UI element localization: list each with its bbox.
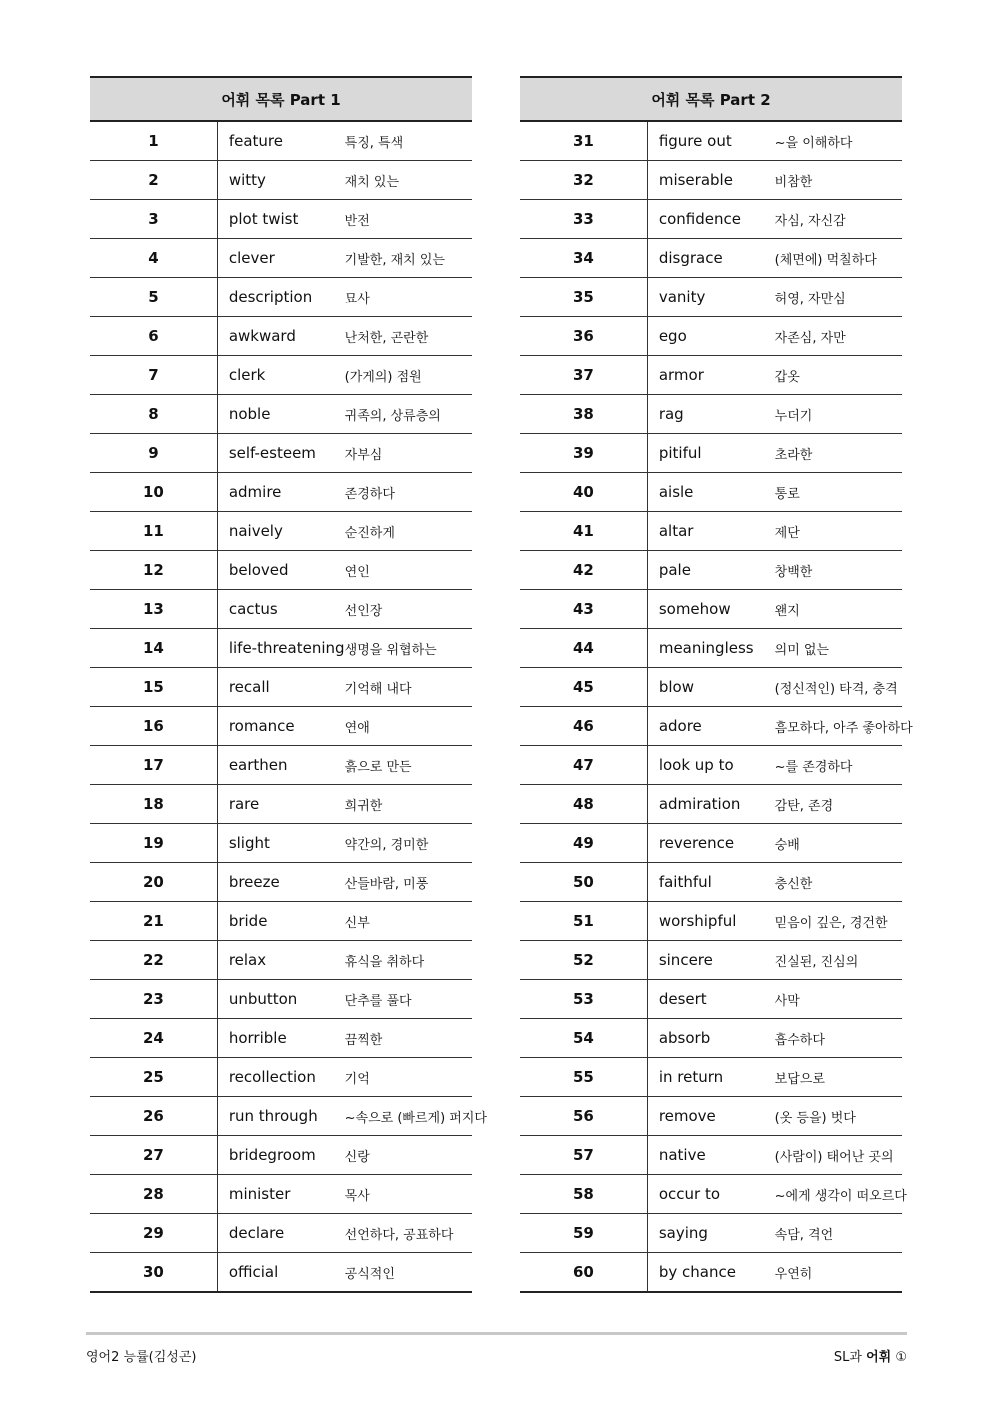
footer-lesson-prefix: SL과 (833, 1350, 862, 1365)
vocab-meaning: 창백한 (775, 551, 902, 590)
vocab-row (90, 590, 472, 629)
vocab-number: 29 (90, 1214, 217, 1253)
vocab-number: 55 (520, 1058, 647, 1097)
vocab-meaning: 왠지 (775, 590, 902, 629)
vocab-word: earthen (217, 746, 344, 785)
vocab-meaning: 속담, 격언 (775, 1214, 902, 1253)
vocab-meaning: ~에게 생각이 떠오르다 (775, 1175, 902, 1214)
vocab-meaning: 묘사 (345, 278, 472, 317)
vocab-row (520, 1097, 902, 1136)
vocab-row (90, 668, 472, 707)
vocab-row (520, 863, 902, 902)
vocab-number: 32 (520, 161, 647, 200)
vocab-word: desert (647, 980, 774, 1019)
vocab-number: 48 (520, 785, 647, 824)
footer-lesson-number: ① (895, 1350, 907, 1365)
vocab-meaning: 비참한 (775, 161, 902, 200)
vocab-number: 39 (520, 434, 647, 473)
vocab-word: look up to (647, 746, 774, 785)
vocab-row (90, 278, 472, 317)
vocab-row (520, 121, 902, 161)
vocab-row (90, 824, 472, 863)
vocab-number: 28 (90, 1175, 217, 1214)
vocab-meaning: 공식적인 (345, 1253, 472, 1293)
vocab-row (520, 1058, 902, 1097)
vocab-meaning: 약간의, 경미한 (345, 824, 472, 863)
vocab-number: 26 (90, 1097, 217, 1136)
vocab-row (520, 239, 902, 278)
vocab-word: bride (217, 902, 344, 941)
vocab-word: figure out (647, 121, 774, 161)
vocab-row (520, 668, 902, 707)
vocab-row (520, 1214, 902, 1253)
vocab-number: 33 (520, 200, 647, 239)
vocab-row (520, 629, 902, 668)
vocab-word: naively (217, 512, 344, 551)
vocab-meaning: 흡수하다 (775, 1019, 902, 1058)
vocab-number: 24 (90, 1019, 217, 1058)
vocab-word: rag (647, 395, 774, 434)
vocab-word: rare (217, 785, 344, 824)
vocab-number: 6 (90, 317, 217, 356)
vocab-meaning: 연애 (345, 707, 472, 746)
vocab-row (90, 121, 472, 161)
vocab-meaning: (가게의) 점원 (345, 356, 472, 395)
vocab-number: 30 (90, 1253, 217, 1293)
vocab-row (90, 1253, 472, 1293)
vocab-meaning: 진실된, 진심의 (775, 941, 902, 980)
vocab-row (520, 200, 902, 239)
vocab-word: adore (647, 707, 774, 746)
vocab-meaning: 생명을 위협하는 (345, 629, 472, 668)
vocab-word: relax (217, 941, 344, 980)
vocab-number: 57 (520, 1136, 647, 1175)
vocab-number: 21 (90, 902, 217, 941)
vocab-row (90, 1136, 472, 1175)
vocab-row (90, 941, 472, 980)
vocab-number: 23 (90, 980, 217, 1019)
vocab-word: clerk (217, 356, 344, 395)
vocab-number: 58 (520, 1175, 647, 1214)
vocab-meaning: 제단 (775, 512, 902, 551)
vocab-number: 37 (520, 356, 647, 395)
vocab-meaning: 충신한 (775, 863, 902, 902)
vocab-number: 3 (90, 200, 217, 239)
vocab-word: horrible (217, 1019, 344, 1058)
vocab-row (520, 1019, 902, 1058)
vocab-meaning: 자존심, 자만 (775, 317, 902, 356)
vocab-word: remove (647, 1097, 774, 1136)
vocab-row (520, 161, 902, 200)
vocab-meaning: 감탄, 존경 (775, 785, 902, 824)
vocab-row (520, 1175, 902, 1214)
vocab-number: 5 (90, 278, 217, 317)
vocab-number: 43 (520, 590, 647, 629)
vocab-meaning: 단추를 풀다 (345, 980, 472, 1019)
vocab-word: native (647, 1136, 774, 1175)
vocab-row (90, 1175, 472, 1214)
vocab-meaning: 난처한, 곤란한 (345, 317, 472, 356)
vocab-meaning: (사람이) 태어난 곳의 (775, 1136, 902, 1175)
vocab-meaning: 흠모하다, 아주 좋아하다 (775, 707, 902, 746)
vocab-row (520, 590, 902, 629)
vocab-row (520, 1253, 902, 1293)
vocab-word: sincere (647, 941, 774, 980)
vocab-number: 7 (90, 356, 217, 395)
vocab-number: 19 (90, 824, 217, 863)
vocab-row (520, 941, 902, 980)
vocab-word: altar (647, 512, 774, 551)
vocab-word: blow (647, 668, 774, 707)
footer-lesson-label (834, 1346, 907, 1365)
vocab-word: vanity (647, 278, 774, 317)
vocab-number: 18 (90, 785, 217, 824)
vocab-meaning: 특징, 특색 (345, 121, 472, 161)
vocab-word: bridegroom (217, 1136, 344, 1175)
vocab-word: declare (217, 1214, 344, 1253)
vocab-number: 47 (520, 746, 647, 785)
vocab-word: recall (217, 668, 344, 707)
vocab-meaning: 숭배 (775, 824, 902, 863)
vocab-table-part1 (90, 76, 487, 1293)
vocab-meaning: 믿음이 깊은, 경건한 (775, 902, 902, 941)
vocab-number: 46 (520, 707, 647, 746)
vocab-word: somehow (647, 590, 774, 629)
vocab-meaning: (체면에) 먹칠하다 (775, 239, 902, 278)
vocab-rows-part1 (90, 121, 487, 1292)
vocab-meaning: 자부심 (345, 434, 472, 473)
vocab-word: pale (647, 551, 774, 590)
vocab-word: unbutton (217, 980, 344, 1019)
vocab-row (90, 1214, 472, 1253)
vocab-meaning: 신랑 (345, 1136, 472, 1175)
vocab-number: 41 (520, 512, 647, 551)
vocab-row (90, 1058, 472, 1097)
vocab-number: 12 (90, 551, 217, 590)
vocab-number: 17 (90, 746, 217, 785)
vocab-row (520, 902, 902, 941)
vocab-row (520, 395, 902, 434)
table-title-part2: 어휘 목록 Part 2 (520, 77, 902, 121)
vocab-row (520, 746, 902, 785)
vocab-word: saying (647, 1214, 774, 1253)
vocab-row (520, 785, 902, 824)
vocab-meaning: 선인장 (345, 590, 472, 629)
vocab-meaning: 초라한 (775, 434, 902, 473)
vocab-number: 52 (520, 941, 647, 980)
vocab-number: 25 (90, 1058, 217, 1097)
vocab-number: 8 (90, 395, 217, 434)
vocab-word: official (217, 1253, 344, 1293)
vocab-row (90, 200, 472, 239)
vocab-word: miserable (647, 161, 774, 200)
vocab-word: meaningless (647, 629, 774, 668)
vocab-number: 59 (520, 1214, 647, 1253)
vocab-number: 11 (90, 512, 217, 551)
vocab-row (90, 863, 472, 902)
vocab-meaning: 기억해 내다 (345, 668, 472, 707)
vocab-number: 51 (520, 902, 647, 941)
vocab-row (520, 1136, 902, 1175)
vocab-word: occur to (647, 1175, 774, 1214)
vocab-row (520, 980, 902, 1019)
vocab-row (520, 512, 902, 551)
vocab-meaning: 선언하다, 공표하다 (345, 1214, 472, 1253)
vocab-row (90, 239, 472, 278)
vocab-word: ego (647, 317, 774, 356)
vocab-number: 34 (520, 239, 647, 278)
vocab-word: self-esteem (217, 434, 344, 473)
vocab-meaning: 통로 (775, 473, 902, 512)
vocab-word: slight (217, 824, 344, 863)
vocab-number: 36 (520, 317, 647, 356)
vocab-meaning: 자심, 자신감 (775, 200, 902, 239)
vocab-word: noble (217, 395, 344, 434)
vocab-number: 53 (520, 980, 647, 1019)
vocab-row (520, 356, 902, 395)
vocab-meaning: 순진하게 (345, 512, 472, 551)
vocab-word: by chance (647, 1253, 774, 1293)
vocab-row (90, 161, 472, 200)
vocab-number: 49 (520, 824, 647, 863)
vocab-number: 60 (520, 1253, 647, 1293)
vocab-word: confidence (647, 200, 774, 239)
vocab-row (520, 278, 902, 317)
vocab-row (520, 551, 902, 590)
vocab-meaning: (정신적인) 타격, 충격 (775, 668, 902, 707)
vocab-row (90, 512, 472, 551)
vocab-row (90, 980, 472, 1019)
vocab-word: feature (217, 121, 344, 161)
vocab-meaning: 갑옷 (775, 356, 902, 395)
vocab-number: 56 (520, 1097, 647, 1136)
vocab-word: admiration (647, 785, 774, 824)
vocab-meaning: 사막 (775, 980, 902, 1019)
vocab-row (520, 317, 902, 356)
vocab-meaning: 흙으로 만든 (345, 746, 472, 785)
vocab-number: 45 (520, 668, 647, 707)
vocab-number: 9 (90, 434, 217, 473)
vocab-word: in return (647, 1058, 774, 1097)
vocab-row (90, 1097, 472, 1136)
vocab-row (90, 1019, 472, 1058)
vocab-meaning: 연인 (345, 551, 472, 590)
vocab-meaning: 기억 (345, 1058, 472, 1097)
footer-divider (86, 1332, 907, 1335)
vocab-number: 54 (520, 1019, 647, 1058)
vocab-meaning: 허영, 자만심 (775, 278, 902, 317)
vocab-number: 1 (90, 121, 217, 161)
vocab-word: admire (217, 473, 344, 512)
vocab-word: armor (647, 356, 774, 395)
vocab-table-part2 (520, 76, 913, 1293)
vocab-row (90, 902, 472, 941)
vocab-meaning: 기발한, 재치 있는 (345, 239, 472, 278)
vocab-meaning: 누더기 (775, 395, 902, 434)
vocab-number: 40 (520, 473, 647, 512)
vocab-meaning: 귀족의, 상류층의 (345, 395, 472, 434)
vocab-meaning: 끔찍한 (345, 1019, 472, 1058)
vocab-number: 35 (520, 278, 647, 317)
vocab-word: disgrace (647, 239, 774, 278)
vocab-meaning: 목사 (345, 1175, 472, 1214)
table-title-part1: 어휘 목록 Part 1 (90, 77, 472, 121)
vocab-number: 50 (520, 863, 647, 902)
footer-textbook-label: 영어2 능률(김성곤) (86, 1350, 197, 1365)
vocab-number: 44 (520, 629, 647, 668)
vocab-word: pitiful (647, 434, 774, 473)
vocab-meaning: 의미 없는 (775, 629, 902, 668)
vocab-row (520, 473, 902, 512)
vocab-number: 16 (90, 707, 217, 746)
vocab-number: 14 (90, 629, 217, 668)
vocab-row (90, 356, 472, 395)
vocab-meaning: 산들바람, 미풍 (345, 863, 472, 902)
vocab-word: plot twist (217, 200, 344, 239)
vocab-word: witty (217, 161, 344, 200)
vocab-meaning: 우연히 (775, 1253, 902, 1293)
vocab-number: 4 (90, 239, 217, 278)
vocab-meaning: 반전 (345, 200, 472, 239)
vocab-word: cactus (217, 590, 344, 629)
vocab-row (520, 707, 902, 746)
vocab-word: worshipful (647, 902, 774, 941)
vocab-meaning: 희귀한 (345, 785, 472, 824)
vocab-number: 20 (90, 863, 217, 902)
vocab-number: 10 (90, 473, 217, 512)
vocab-meaning: 재치 있는 (345, 161, 472, 200)
vocab-row (90, 707, 472, 746)
vocab-number: 27 (90, 1136, 217, 1175)
vocab-word: description (217, 278, 344, 317)
vocab-number: 22 (90, 941, 217, 980)
vocab-number: 13 (90, 590, 217, 629)
vocab-row (90, 746, 472, 785)
vocab-row (90, 395, 472, 434)
footer-lesson-title: 어휘 (866, 1350, 892, 1365)
vocab-word: breeze (217, 863, 344, 902)
vocab-row (90, 473, 472, 512)
vocab-word: absorb (647, 1019, 774, 1058)
vocab-row (90, 317, 472, 356)
vocab-meaning: 존경하다 (345, 473, 472, 512)
vocab-word: reverence (647, 824, 774, 863)
vocab-rows-part2 (520, 121, 913, 1292)
vocab-meaning: ~를 존경하다 (775, 746, 902, 785)
vocab-word: recollection (217, 1058, 344, 1097)
vocab-number: 15 (90, 668, 217, 707)
vocab-meaning: (옷 등을) 벗다 (775, 1097, 902, 1136)
vocab-meaning: ~속으로 (빠르게) 퍼지다 (345, 1097, 472, 1136)
vocab-meaning: 보답으로 (775, 1058, 902, 1097)
vocab-row (90, 629, 472, 668)
vocab-meaning: ~을 이해하다 (775, 121, 902, 161)
vocab-word: romance (217, 707, 344, 746)
vocab-number: 38 (520, 395, 647, 434)
vocab-meaning: 휴식을 취하다 (345, 941, 472, 980)
vocab-row (520, 824, 902, 863)
vocab-word: minister (217, 1175, 344, 1214)
vocab-row (520, 434, 902, 473)
vocab-number: 31 (520, 121, 647, 161)
vocab-word: aisle (647, 473, 774, 512)
vocab-word: life-threatening (217, 629, 344, 668)
vocab-row (90, 434, 472, 473)
vocab-row (90, 785, 472, 824)
vocab-word: beloved (217, 551, 344, 590)
vocab-word: faithful (647, 863, 774, 902)
vocab-number: 42 (520, 551, 647, 590)
vocab-word: run through (217, 1097, 344, 1136)
vocab-number: 2 (90, 161, 217, 200)
vocab-word: clever (217, 239, 344, 278)
vocab-row (90, 551, 472, 590)
vocab-meaning: 신부 (345, 902, 472, 941)
vocab-word: awkward (217, 317, 344, 356)
